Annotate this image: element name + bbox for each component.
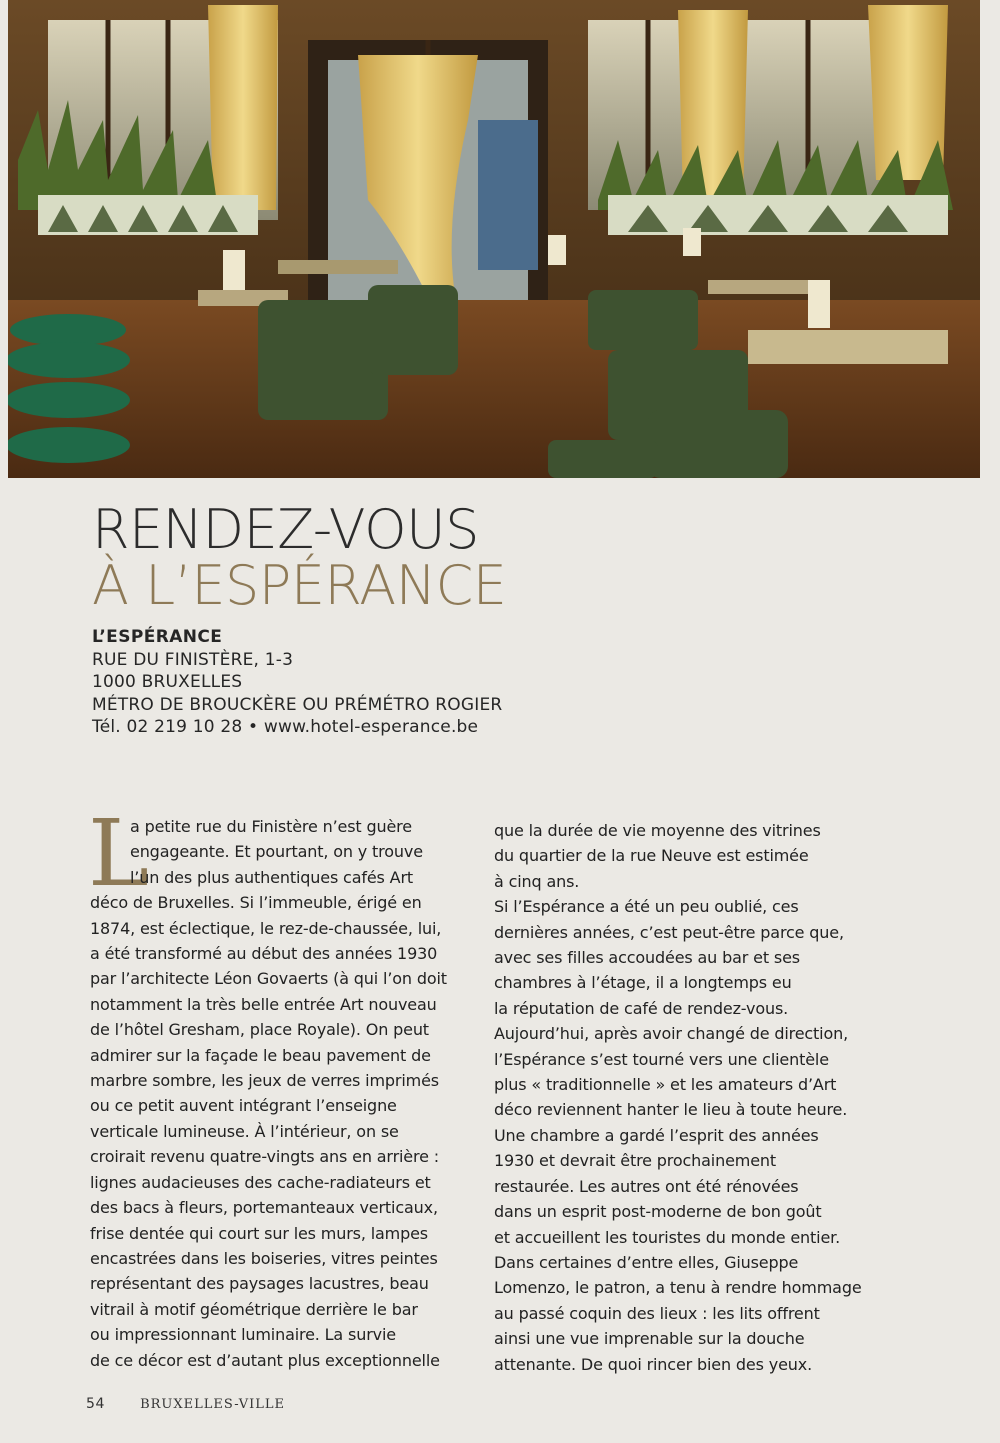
text-line: des bacs à fleurs, portemanteaux verticaux, — [90, 1198, 438, 1218]
text-line: ainsi une vue imprenable sur la douche — [494, 1329, 805, 1349]
text-line: a été transformé au début des années 1930 — [90, 944, 438, 964]
section-name: BRUXELLES-VILLE — [140, 1397, 285, 1412]
text-line: déco de Bruxelles. Si l’immeuble, érigé en — [90, 893, 422, 913]
venue-name: L’ESPÉRANCE — [92, 627, 223, 647]
text-line: représentant des paysages lacustres, beau — [90, 1274, 429, 1294]
text-line: au passé coquin des lieux : les lits offrent — [494, 1303, 820, 1323]
page-footer — [86, 1396, 285, 1412]
venue-metro: MÉTRO DE BROUCKÈRE OU PRÉMÉTRO ROGIER — [92, 694, 503, 715]
title-line-1: RENDEZ-VOUS — [92, 498, 479, 561]
venue-city: 1000 BRUXELLES — [92, 672, 243, 692]
text-line: Si l’Espérance a été un peu oublié, ces — [494, 897, 799, 917]
text-line: avec ses filles accoudées au bar et ses — [494, 948, 800, 968]
text-line: notamment la très belle entrée Art nouveau — [90, 994, 437, 1014]
text-line: Dans certaines d’entre elles, Giuseppe — [494, 1252, 799, 1272]
text-line: attenante. De quoi rincer bien des yeux. — [494, 1354, 813, 1374]
article-column-left — [90, 814, 470, 1373]
text-line: restaurée. Les autres ont été rénovées — [494, 1176, 799, 1196]
text-line: Lomenzo, le patron, a tenu à rendre hommage — [494, 1278, 862, 1298]
text-line: déco reviennent hanter le lieu à toute heure. — [494, 1100, 848, 1120]
text-line: encastrées dans les boiseries, vitres peintes — [90, 1248, 438, 1268]
text-line: chambres à l’étage, il a longtemps eu — [494, 973, 792, 993]
text-line: 1874, est éclectique, le rez-de-chaussée, lui, — [90, 918, 442, 938]
text-line: ou impressionnant luminaire. La survie — [90, 1325, 396, 1345]
text-line: admirer sur la façade le beau pavement de — [90, 1045, 431, 1065]
text-line: de ce décor est d’autant plus exceptionnelle — [90, 1350, 440, 1370]
article-column-right — [494, 818, 894, 1377]
text-line: Aujourd’hui, après avoir changé de direction, — [494, 1024, 849, 1044]
text-line: Une chambre a gardé l’esprit des années — [494, 1125, 819, 1145]
text-line: vitrail à motif géométrique derrière le bar — [90, 1299, 418, 1319]
text-line: du quartier de la rue Neuve est estimée — [494, 846, 809, 866]
text-line: ou ce petit auvent intégrant l’enseigne — [90, 1096, 397, 1116]
text-line: engageante. Et pourtant, on y trouve — [130, 842, 423, 862]
text-line: la réputation de café de rendez-vous. — [494, 998, 789, 1018]
text-line: lignes audacieuses des cache-radiateurs et — [90, 1172, 431, 1192]
text-line: verticale lumineuse. À l’intérieur, on se — [90, 1121, 399, 1141]
text-line: frise dentée qui court sur les murs, lampes — [90, 1223, 428, 1243]
venue-contact: Tél. 02 219 10 28 • www.hotel-esperance.be — [92, 717, 479, 737]
text-line: l’un des plus authentiques cafés Art — [130, 867, 414, 887]
venue-info — [92, 626, 502, 739]
text-line: plus « traditionnelle » et les amateurs d’Art — [494, 1075, 837, 1095]
text-line: 1930 et devrait être prochainement — [494, 1151, 777, 1171]
text-line: dans un esprit post-moderne de bon goût — [494, 1202, 822, 1222]
venue-street: RUE DU FINISTÈRE, 1-3 — [92, 649, 294, 670]
title-line-2: À L’ESPÉRANCE — [92, 554, 507, 617]
text-line: croirait revenu quatre-vingts ans en arrière : — [90, 1147, 439, 1167]
text-line: a petite rue du Finistère n’est guère — [130, 817, 412, 836]
text-line: de l’hôtel Gresham, place Royale). On peut — [90, 1020, 429, 1040]
page-number: 54 — [86, 1396, 106, 1412]
article-title — [92, 498, 507, 617]
text-line: que la durée de vie moyenne des vitrines — [494, 821, 821, 840]
text-line: et accueillent les touristes du monde entier. — [494, 1227, 841, 1247]
drop-cap: L — [88, 800, 150, 907]
text-line: à cinq ans. — [494, 871, 580, 891]
text-line: dernières années, c’est peut-être parce que, — [494, 922, 844, 942]
text-line: marbre sombre, les jeux de verres imprimés — [90, 1071, 439, 1091]
text-line: par l’architecte Léon Govaerts (à qui l’on doit — [90, 969, 447, 989]
cafe-interior-photo — [8, 0, 980, 478]
text-line: l’Espérance s’est tourné vers une clientèle — [494, 1049, 829, 1069]
